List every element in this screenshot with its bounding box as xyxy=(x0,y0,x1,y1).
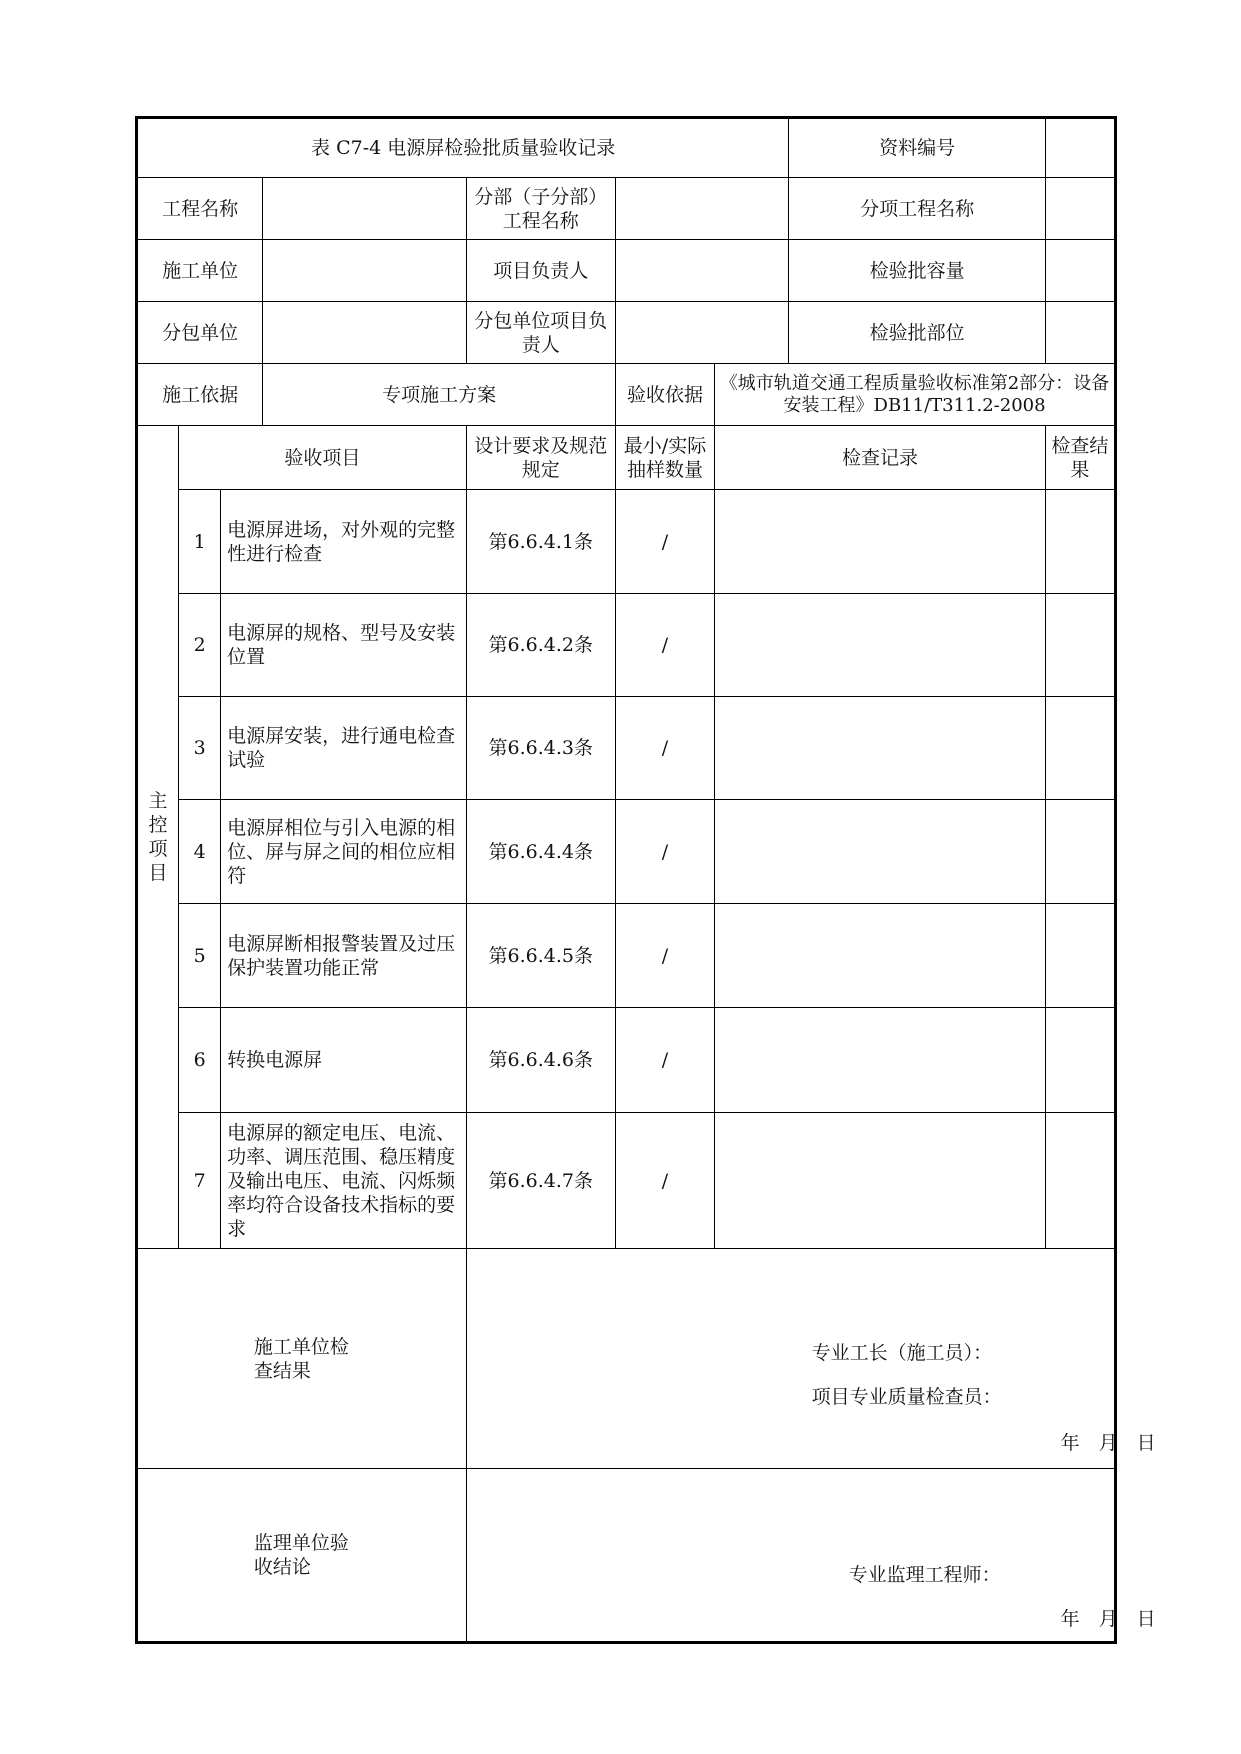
item-desc: 电源屏进场，对外观的完整性进行检查 xyxy=(221,490,466,594)
item-sample[interactable]: / xyxy=(615,490,714,594)
item-sample[interactable]: / xyxy=(615,594,714,697)
construction-check-date: 年 月 日 xyxy=(1060,1432,1156,1454)
batch-location-label: 检验批部位 xyxy=(789,302,1046,364)
construction-check-label-text: 施工单位检查结果 xyxy=(253,1335,349,1382)
result-header: 检查结果 xyxy=(1045,426,1115,490)
item-clause: 第6.6.4.6条 xyxy=(466,1008,615,1113)
basis-value: 专项施工方案 xyxy=(263,364,616,426)
item-clause: 第6.6.4.1条 xyxy=(466,490,615,594)
construction-check-label xyxy=(137,1249,467,1469)
subitem-field[interactable] xyxy=(1045,178,1115,240)
table-row xyxy=(137,697,1116,800)
table-row xyxy=(137,1008,1116,1113)
item-record[interactable] xyxy=(715,1008,1046,1113)
batch-capacity-field[interactable] xyxy=(1045,240,1115,302)
item-record[interactable] xyxy=(715,904,1046,1008)
project-name-label: 工程名称 xyxy=(137,178,263,240)
item-record[interactable] xyxy=(715,594,1046,697)
item-no: 5 xyxy=(179,904,221,1008)
item-desc: 电源屏安装，进行通电检查试验 xyxy=(221,697,466,800)
item-sample[interactable]: / xyxy=(615,1113,714,1249)
foreman-label: 专业工长（施工员）： xyxy=(811,1342,993,1364)
acceptance-basis-label: 验收依据 xyxy=(615,364,714,426)
item-record[interactable] xyxy=(715,490,1046,594)
subdivision-field[interactable] xyxy=(615,178,788,240)
quality-inspector-label: 项目专业质量检查员： xyxy=(811,1386,1002,1408)
item-no: 3 xyxy=(179,697,221,800)
category-label: 主控项目 xyxy=(148,790,168,884)
item-sample[interactable]: / xyxy=(615,904,714,1008)
table-row xyxy=(137,800,1116,904)
supervision-label xyxy=(137,1469,467,1643)
item-desc: 电源屏的额定电压、电流、功率、调压范围、稳压精度及输出电压、电流、闪烁频率均符合设备技术指标的要求 xyxy=(221,1113,466,1249)
supervision-engineer-label: 专业监理工程师： xyxy=(848,1564,1001,1586)
record-header: 检查记录 xyxy=(715,426,1046,490)
construction-check-signature-area[interactable] xyxy=(466,1249,1156,1469)
sample-header: 最小/实际抽样数量 xyxy=(615,426,714,490)
item-result[interactable] xyxy=(1045,594,1115,697)
form-table xyxy=(135,116,1156,1644)
subcontract-unit-field[interactable] xyxy=(263,302,466,364)
item-result[interactable] xyxy=(1045,490,1115,594)
table-row xyxy=(137,904,1116,1008)
acceptance-record-form xyxy=(135,116,1156,1644)
item-desc: 电源屏的规格、型号及安装位置 xyxy=(221,594,466,697)
item-no: 2 xyxy=(179,594,221,697)
item-record[interactable] xyxy=(715,697,1046,800)
basis-label: 施工依据 xyxy=(137,364,263,426)
design-header: 设计要求及规范规定 xyxy=(466,426,615,490)
item-clause: 第6.6.4.3条 xyxy=(466,697,615,800)
item-result[interactable] xyxy=(1045,697,1115,800)
item-no: 1 xyxy=(179,490,221,594)
subcontract-leader-label: 分包单位项目负责人 xyxy=(466,302,615,364)
doc-no-field[interactable] xyxy=(1045,118,1115,178)
main-control-category xyxy=(137,426,179,1249)
item-desc: 电源屏断相报警装置及过压保护装置功能正常 xyxy=(221,904,466,1008)
item-sample[interactable]: / xyxy=(615,1008,714,1113)
item-desc: 转换电源屏 xyxy=(221,1008,466,1113)
item-no: 7 xyxy=(179,1113,221,1249)
item-clause: 第6.6.4.2条 xyxy=(466,594,615,697)
item-no: 6 xyxy=(179,1008,221,1113)
construction-unit-field[interactable] xyxy=(263,240,466,302)
acceptance-basis-value: 《城市轨道交通工程质量验收标准第2部分：设备安装工程》DB11/T311.2-2008 xyxy=(715,364,1116,426)
construction-unit-label: 施工单位 xyxy=(137,240,263,302)
item-sample[interactable]: / xyxy=(615,800,714,904)
item-result[interactable] xyxy=(1045,1113,1115,1249)
item-record[interactable] xyxy=(715,1113,1046,1249)
item-clause: 第6.6.4.5条 xyxy=(466,904,615,1008)
doc-no-label: 资料编号 xyxy=(789,118,1046,178)
item-result[interactable] xyxy=(1045,800,1115,904)
table-row xyxy=(137,1113,1116,1249)
supervision-signature-area[interactable] xyxy=(466,1469,1156,1643)
item-header: 验收项目 xyxy=(179,426,467,490)
item-desc: 电源屏相位与引入电源的相位、屏与屏之间的相位应相符 xyxy=(221,800,466,904)
item-clause: 第6.6.4.4条 xyxy=(466,800,615,904)
item-sample[interactable]: / xyxy=(615,697,714,800)
item-no: 4 xyxy=(179,800,221,904)
subcontract-leader-field[interactable] xyxy=(615,302,788,364)
subitem-label: 分项工程名称 xyxy=(789,178,1046,240)
subcontract-unit-label: 分包单位 xyxy=(137,302,263,364)
item-result[interactable] xyxy=(1045,904,1115,1008)
batch-capacity-label: 检验批容量 xyxy=(789,240,1046,302)
form-title: 表 C7-4 电源屏检验批质量验收记录 xyxy=(137,118,789,178)
table-row xyxy=(137,594,1116,697)
supervision-date: 年 月 日 xyxy=(1060,1608,1156,1630)
item-result[interactable] xyxy=(1045,1008,1115,1113)
project-leader-field[interactable] xyxy=(615,240,788,302)
subdivision-label: 分部（子分部）工程名称 xyxy=(466,178,615,240)
batch-location-field[interactable] xyxy=(1045,302,1115,364)
supervision-label-text: 监理单位验收结论 xyxy=(253,1532,349,1578)
table-row xyxy=(137,490,1116,594)
item-clause: 第6.6.4.7条 xyxy=(466,1113,615,1249)
project-name-field[interactable] xyxy=(263,178,466,240)
item-record[interactable] xyxy=(715,800,1046,904)
project-leader-label: 项目负责人 xyxy=(466,240,615,302)
